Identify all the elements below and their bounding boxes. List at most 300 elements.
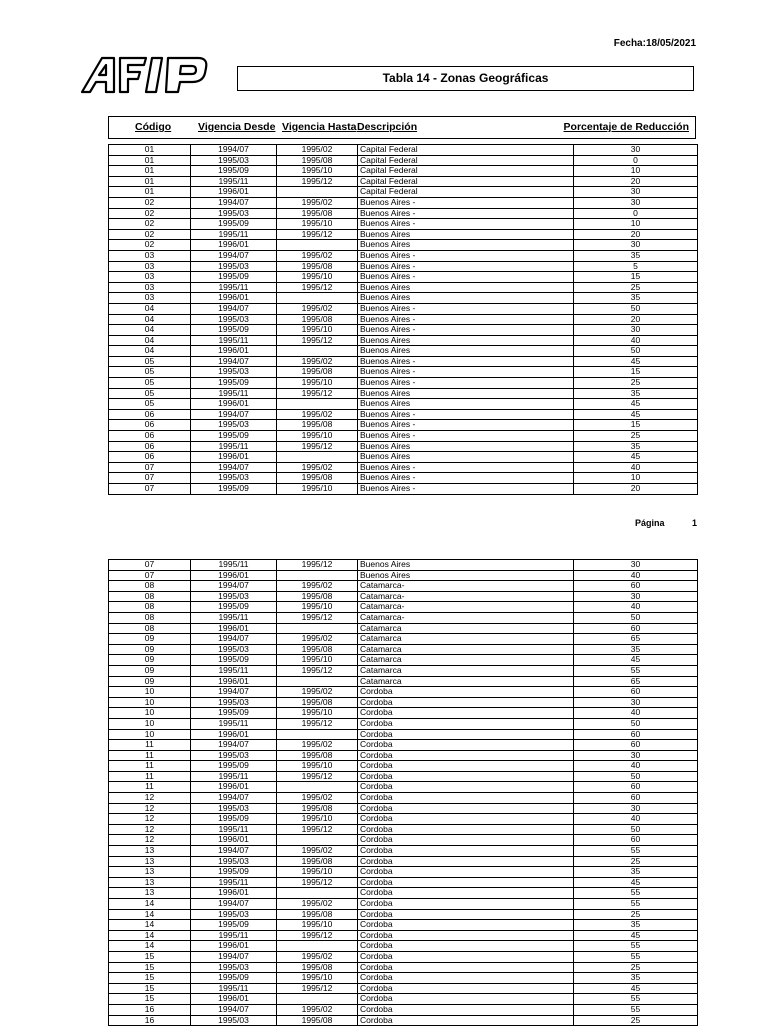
table-row xyxy=(109,973,698,984)
porcentaje-cell: 10 xyxy=(574,219,698,230)
vigencia-desde-cell: 1995/03 xyxy=(191,803,277,814)
column-header-porcentaje: Porcentaje de Reducción xyxy=(563,121,689,133)
descripcion-cell: Buenos Aires xyxy=(358,282,574,293)
table-row xyxy=(109,941,698,952)
codigo-cell: 05 xyxy=(109,399,191,410)
vigencia-hasta-cell: 1995/12 xyxy=(277,176,358,187)
descripcion-cell: Buenos Aires - xyxy=(358,208,574,219)
codigo-cell: 04 xyxy=(109,325,191,336)
table-row xyxy=(109,325,698,336)
vigencia-hasta-cell: 1995/10 xyxy=(277,814,358,825)
porcentaje-cell: 25 xyxy=(574,909,698,920)
table-row xyxy=(109,814,698,825)
vigencia-hasta-cell: 1995/12 xyxy=(277,824,358,835)
porcentaje-cell: 60 xyxy=(574,687,698,698)
codigo-cell: 03 xyxy=(109,282,191,293)
codigo-cell: 08 xyxy=(109,612,191,623)
codigo-cell: 14 xyxy=(109,930,191,941)
vigencia-desde-cell: 1994/07 xyxy=(191,687,277,698)
porcentaje-cell: 45 xyxy=(574,930,698,941)
vigencia-hasta-cell: 1995/02 xyxy=(277,793,358,804)
descripcion-cell: Cordoba xyxy=(358,846,574,857)
vigencia-desde-cell: 1995/03 xyxy=(191,314,277,325)
vigencia-hasta-cell: 1995/02 xyxy=(277,951,358,962)
vigencia-hasta-cell: 1995/12 xyxy=(277,282,358,293)
table-row xyxy=(109,570,698,581)
descripcion-cell: Cordoba xyxy=(358,761,574,772)
vigencia-desde-cell: 1995/11 xyxy=(191,930,277,941)
vigencia-desde-cell: 1994/07 xyxy=(191,356,277,367)
vigencia-hasta-cell xyxy=(277,623,358,634)
vigencia-hasta-cell xyxy=(277,570,358,581)
descripcion-cell: Cordoba xyxy=(358,962,574,973)
vigencia-hasta-cell: 1995/02 xyxy=(277,1004,358,1015)
table-row xyxy=(109,473,698,484)
porcentaje-cell: 55 xyxy=(574,665,698,676)
table-row xyxy=(109,951,698,962)
codigo-cell: 12 xyxy=(109,803,191,814)
table-row xyxy=(109,208,698,219)
codigo-cell: 03 xyxy=(109,293,191,304)
table-row xyxy=(109,909,698,920)
codigo-cell: 14 xyxy=(109,909,191,920)
vigencia-hasta-cell: 1995/02 xyxy=(277,356,358,367)
descripcion-cell: Buenos Aires xyxy=(358,570,574,581)
table-row xyxy=(109,888,698,899)
vigencia-hasta-cell: 1995/10 xyxy=(277,708,358,719)
vigencia-desde-cell: 1994/07 xyxy=(191,1004,277,1015)
descripcion-cell: Cordoba xyxy=(358,793,574,804)
descripcion-cell: Buenos Aires - xyxy=(358,420,574,431)
column-header-bar xyxy=(108,116,696,139)
vigencia-desde-cell: 1995/09 xyxy=(191,973,277,984)
vigencia-hasta-cell xyxy=(277,187,358,198)
vigencia-desde-cell: 1995/03 xyxy=(191,697,277,708)
porcentaje-cell: 20 xyxy=(574,176,698,187)
porcentaje-cell: 60 xyxy=(574,782,698,793)
descripcion-cell: Cordoba xyxy=(358,708,574,719)
descripcion-cell: Cordoba xyxy=(358,983,574,994)
table-row xyxy=(109,856,698,867)
descripcion-cell: Buenos Aires xyxy=(358,293,574,304)
vigencia-desde-cell: 1995/03 xyxy=(191,962,277,973)
vigencia-hasta-cell: 1995/08 xyxy=(277,261,358,272)
codigo-cell: 04 xyxy=(109,303,191,314)
vigencia-desde-cell: 1995/03 xyxy=(191,1015,277,1026)
vigencia-desde-cell: 1994/07 xyxy=(191,197,277,208)
codigo-cell: 04 xyxy=(109,314,191,325)
porcentaje-cell: 30 xyxy=(574,591,698,602)
vigencia-desde-cell: 1996/01 xyxy=(191,452,277,463)
table-row xyxy=(109,930,698,941)
descripcion-cell: Catamarca xyxy=(358,644,574,655)
table-row xyxy=(109,431,698,442)
table-row xyxy=(109,644,698,655)
descripcion-cell: Cordoba xyxy=(358,835,574,846)
codigo-cell: 15 xyxy=(109,962,191,973)
porcentaje-cell: 25 xyxy=(574,1015,698,1026)
descripcion-cell: Cordoba xyxy=(358,824,574,835)
vigencia-desde-cell: 1995/09 xyxy=(191,867,277,878)
vigencia-desde-cell: 1995/03 xyxy=(191,750,277,761)
vigencia-hasta-cell: 1995/02 xyxy=(277,740,358,751)
vigencia-hasta-cell: 1995/12 xyxy=(277,229,358,240)
vigencia-desde-cell: 1995/09 xyxy=(191,219,277,230)
porcentaje-cell: 45 xyxy=(574,983,698,994)
vigencia-hasta-cell xyxy=(277,399,358,410)
vigencia-desde-cell: 1995/11 xyxy=(191,824,277,835)
codigo-cell: 15 xyxy=(109,994,191,1005)
vigencia-hasta-cell: 1995/08 xyxy=(277,697,358,708)
vigencia-desde-cell: 1996/01 xyxy=(191,888,277,899)
porcentaje-cell: 50 xyxy=(574,824,698,835)
vigencia-desde-cell: 1995/03 xyxy=(191,155,277,166)
vigencia-desde-cell: 1994/07 xyxy=(191,581,277,592)
porcentaje-cell: 5 xyxy=(574,261,698,272)
porcentaje-cell: 40 xyxy=(574,708,698,719)
porcentaje-cell: 60 xyxy=(574,623,698,634)
porcentaje-cell: 65 xyxy=(574,634,698,645)
vigencia-desde-cell: 1996/01 xyxy=(191,676,277,687)
porcentaje-cell: 30 xyxy=(574,187,698,198)
vigencia-desde-cell: 1995/09 xyxy=(191,602,277,613)
vigencia-desde-cell: 1995/09 xyxy=(191,272,277,283)
porcentaje-cell: 30 xyxy=(574,240,698,251)
porcentaje-cell: 45 xyxy=(574,655,698,666)
table-row xyxy=(109,718,698,729)
table-row xyxy=(109,835,698,846)
table-row xyxy=(109,994,698,1005)
descripcion-cell: Catamarca- xyxy=(358,612,574,623)
porcentaje-cell: 55 xyxy=(574,994,698,1005)
codigo-cell: 13 xyxy=(109,846,191,857)
codigo-cell: 11 xyxy=(109,761,191,772)
page-number: 1 xyxy=(692,518,698,528)
descripcion-cell: Buenos Aires - xyxy=(358,462,574,473)
page-title: Tabla 14 - Zonas Geográficas xyxy=(237,66,694,91)
porcentaje-cell: 40 xyxy=(574,335,698,346)
codigo-cell: 09 xyxy=(109,676,191,687)
vigencia-desde-cell: 1995/03 xyxy=(191,856,277,867)
vigencia-desde-cell: 1995/11 xyxy=(191,612,277,623)
vigencia-hasta-cell xyxy=(277,994,358,1005)
vigencia-hasta-cell: 1995/12 xyxy=(277,612,358,623)
column-header-vigencia-hasta: Vigencia Hasta xyxy=(282,121,357,133)
vigencia-hasta-cell: 1995/08 xyxy=(277,367,358,378)
porcentaje-cell: 15 xyxy=(574,420,698,431)
porcentaje-cell: 35 xyxy=(574,644,698,655)
column-header-codigo: Código xyxy=(135,121,172,133)
vigencia-hasta-cell: 1995/02 xyxy=(277,409,358,420)
codigo-cell: 09 xyxy=(109,634,191,645)
codigo-cell: 10 xyxy=(109,708,191,719)
vigencia-hasta-cell: 1995/08 xyxy=(277,1015,358,1026)
codigo-cell: 05 xyxy=(109,378,191,389)
vigencia-hasta-cell: 1995/08 xyxy=(277,314,358,325)
vigencia-desde-cell: 1995/03 xyxy=(191,909,277,920)
descripcion-cell: Buenos Aires - xyxy=(358,272,574,283)
codigo-cell: 12 xyxy=(109,814,191,825)
vigencia-desde-cell: 1995/11 xyxy=(191,718,277,729)
porcentaje-cell: 55 xyxy=(574,951,698,962)
vigencia-hasta-cell: 1995/12 xyxy=(277,388,358,399)
table-row xyxy=(109,761,698,772)
descripcion-cell: Cordoba xyxy=(358,994,574,1005)
descripcion-cell: Catamarca xyxy=(358,665,574,676)
vigencia-desde-cell: 1994/07 xyxy=(191,303,277,314)
porcentaje-cell: 30 xyxy=(574,325,698,336)
descripcion-cell: Catamarca- xyxy=(358,591,574,602)
codigo-cell: 15 xyxy=(109,973,191,984)
porcentaje-cell: 25 xyxy=(574,282,698,293)
table-row xyxy=(109,697,698,708)
descripcion-cell: Buenos Aires xyxy=(358,335,574,346)
vigencia-hasta-cell: 1995/10 xyxy=(277,920,358,931)
descripcion-cell: Cordoba xyxy=(358,740,574,751)
table-row xyxy=(109,145,698,156)
descripcion-cell: Buenos Aires - xyxy=(358,431,574,442)
descripcion-cell: Buenos Aires xyxy=(358,388,574,399)
vigencia-desde-cell: 1995/11 xyxy=(191,282,277,293)
descripcion-cell: Buenos Aires - xyxy=(358,314,574,325)
codigo-cell: 03 xyxy=(109,261,191,272)
vigencia-hasta-cell: 1995/08 xyxy=(277,803,358,814)
table-row xyxy=(109,687,698,698)
vigencia-hasta-cell: 1995/02 xyxy=(277,634,358,645)
codigo-cell: 06 xyxy=(109,420,191,431)
vigencia-desde-cell: 1996/01 xyxy=(191,835,277,846)
porcentaje-cell: 60 xyxy=(574,740,698,751)
vigencia-hasta-cell: 1995/10 xyxy=(277,431,358,442)
table-row xyxy=(109,899,698,910)
vigencia-desde-cell: 1996/01 xyxy=(191,570,277,581)
porcentaje-cell: 60 xyxy=(574,729,698,740)
porcentaje-cell: 40 xyxy=(574,761,698,772)
table-row xyxy=(109,484,698,495)
vigencia-desde-cell: 1994/07 xyxy=(191,250,277,261)
table-row xyxy=(109,793,698,804)
table-row xyxy=(109,665,698,676)
codigo-cell: 13 xyxy=(109,867,191,878)
porcentaje-cell: 30 xyxy=(574,697,698,708)
vigencia-hasta-cell: 1995/08 xyxy=(277,155,358,166)
descripcion-cell: Catamarca xyxy=(358,676,574,687)
vigencia-desde-cell: 1996/01 xyxy=(191,623,277,634)
vigencia-desde-cell: 1995/11 xyxy=(191,983,277,994)
vigencia-hasta-cell: 1995/12 xyxy=(277,983,358,994)
descripcion-cell: Capital Federal xyxy=(358,145,574,156)
descripcion-cell: Buenos Aires - xyxy=(358,356,574,367)
table-row xyxy=(109,655,698,666)
vigencia-desde-cell: 1996/01 xyxy=(191,399,277,410)
vigencia-desde-cell: 1995/11 xyxy=(191,771,277,782)
codigo-cell: 13 xyxy=(109,888,191,899)
vigencia-desde-cell: 1995/03 xyxy=(191,591,277,602)
codigo-cell: 14 xyxy=(109,920,191,931)
descripcion-cell: Buenos Aires xyxy=(358,346,574,357)
codigo-cell: 11 xyxy=(109,740,191,751)
vigencia-hasta-cell: 1995/10 xyxy=(277,655,358,666)
print-date: Fecha:18/05/2021 xyxy=(613,38,696,49)
vigencia-desde-cell: 1995/03 xyxy=(191,208,277,219)
vigencia-hasta-cell: 1995/12 xyxy=(277,771,358,782)
porcentaje-cell: 30 xyxy=(574,560,698,571)
vigencia-desde-cell: 1995/11 xyxy=(191,665,277,676)
porcentaje-cell: 55 xyxy=(574,888,698,899)
descripcion-cell: Buenos Aires - xyxy=(358,197,574,208)
descripcion-cell: Cordoba xyxy=(358,920,574,931)
codigo-cell: 07 xyxy=(109,484,191,495)
codigo-cell: 13 xyxy=(109,856,191,867)
vigencia-desde-cell: 1994/07 xyxy=(191,846,277,857)
porcentaje-cell: 30 xyxy=(574,750,698,761)
table-row xyxy=(109,441,698,452)
descripcion-cell: Buenos Aires - xyxy=(358,219,574,230)
codigo-cell: 02 xyxy=(109,197,191,208)
descripcion-cell: Buenos Aires - xyxy=(358,250,574,261)
descripcion-cell: Buenos Aires - xyxy=(358,473,574,484)
table-row xyxy=(109,399,698,410)
descripcion-cell: Buenos Aires - xyxy=(358,484,574,495)
codigo-cell: 07 xyxy=(109,462,191,473)
vigencia-hasta-cell xyxy=(277,835,358,846)
descripcion-cell: Buenos Aires - xyxy=(358,378,574,389)
porcentaje-cell: 45 xyxy=(574,452,698,463)
descripcion-cell: Capital Federal xyxy=(358,187,574,198)
porcentaje-cell: 45 xyxy=(574,877,698,888)
porcentaje-cell: 65 xyxy=(574,676,698,687)
vigencia-desde-cell: 1995/11 xyxy=(191,335,277,346)
vigencia-desde-cell: 1994/07 xyxy=(191,462,277,473)
codigo-cell: 05 xyxy=(109,388,191,399)
vigencia-hasta-cell: 1995/02 xyxy=(277,581,358,592)
table-row xyxy=(109,462,698,473)
table-row xyxy=(109,1004,698,1015)
descripcion-cell: Catamarca xyxy=(358,634,574,645)
codigo-cell: 09 xyxy=(109,665,191,676)
descripcion-cell: Cordoba xyxy=(358,697,574,708)
vigencia-hasta-cell: 1995/10 xyxy=(277,602,358,613)
porcentaje-cell: 40 xyxy=(574,570,698,581)
descripcion-cell: Catamarca xyxy=(358,623,574,634)
codigo-cell: 07 xyxy=(109,473,191,484)
vigencia-desde-cell: 1995/03 xyxy=(191,261,277,272)
porcentaje-cell: 50 xyxy=(574,303,698,314)
codigo-cell: 10 xyxy=(109,718,191,729)
descripcion-cell: Buenos Aires xyxy=(358,452,574,463)
codigo-cell: 16 xyxy=(109,1004,191,1015)
porcentaje-cell: 15 xyxy=(574,367,698,378)
table-row xyxy=(109,452,698,463)
table-row xyxy=(109,229,698,240)
porcentaje-cell: 30 xyxy=(574,145,698,156)
descripcion-cell: Buenos Aires - xyxy=(358,409,574,420)
descripcion-cell: Cordoba xyxy=(358,782,574,793)
codigo-cell: 06 xyxy=(109,441,191,452)
vigencia-desde-cell: 1995/03 xyxy=(191,644,277,655)
table-row xyxy=(109,740,698,751)
codigo-cell: 03 xyxy=(109,272,191,283)
porcentaje-cell: 60 xyxy=(574,793,698,804)
porcentaje-cell: 30 xyxy=(574,197,698,208)
column-header-vigencia-desde: Vigencia Desde xyxy=(198,121,276,133)
descripcion-cell: Cordoba xyxy=(358,899,574,910)
vigencia-desde-cell: 1996/01 xyxy=(191,941,277,952)
vigencia-desde-cell: 1994/07 xyxy=(191,634,277,645)
vigencia-desde-cell: 1995/09 xyxy=(191,484,277,495)
descripcion-cell: Cordoba xyxy=(358,877,574,888)
table-row xyxy=(109,920,698,931)
descripcion-cell: Buenos Aires xyxy=(358,399,574,410)
table-row xyxy=(109,240,698,251)
porcentaje-cell: 35 xyxy=(574,441,698,452)
codigo-cell: 06 xyxy=(109,409,191,420)
descripcion-cell: Buenos Aires xyxy=(358,240,574,251)
table-row xyxy=(109,272,698,283)
descripcion-cell: Buenos Aires - xyxy=(358,261,574,272)
vigencia-hasta-cell: 1995/10 xyxy=(277,166,358,177)
porcentaje-cell: 35 xyxy=(574,867,698,878)
vigencia-hasta-cell xyxy=(277,452,358,463)
vigencia-hasta-cell: 1995/10 xyxy=(277,761,358,772)
porcentaje-cell: 25 xyxy=(574,431,698,442)
table-row xyxy=(109,962,698,973)
descripcion-cell: Cordoba xyxy=(358,930,574,941)
porcentaje-cell: 25 xyxy=(574,856,698,867)
codigo-cell: 09 xyxy=(109,655,191,666)
table-row xyxy=(109,293,698,304)
codigo-cell: 04 xyxy=(109,335,191,346)
descripcion-cell: Cordoba xyxy=(358,909,574,920)
codigo-cell: 07 xyxy=(109,560,191,571)
table-row xyxy=(109,634,698,645)
descripcion-cell: Cordoba xyxy=(358,973,574,984)
table-row xyxy=(109,155,698,166)
porcentaje-cell: 0 xyxy=(574,155,698,166)
descripcion-cell: Catamarca xyxy=(358,655,574,666)
vigencia-hasta-cell: 1995/10 xyxy=(277,867,358,878)
vigencia-hasta-cell xyxy=(277,888,358,899)
descripcion-cell: Capital Federal xyxy=(358,176,574,187)
codigo-cell: 02 xyxy=(109,219,191,230)
porcentaje-cell: 55 xyxy=(574,846,698,857)
column-header-descripcion: Descripción xyxy=(357,121,418,133)
table-row xyxy=(109,303,698,314)
table-row xyxy=(109,803,698,814)
codigo-cell: 01 xyxy=(109,187,191,198)
descripcion-cell: Capital Federal xyxy=(358,166,574,177)
descripcion-cell: Buenos Aires - xyxy=(358,303,574,314)
vigencia-desde-cell: 1995/11 xyxy=(191,388,277,399)
table-row xyxy=(109,867,698,878)
porcentaje-cell: 35 xyxy=(574,293,698,304)
porcentaje-cell: 40 xyxy=(574,814,698,825)
descripcion-cell: Cordoba xyxy=(358,888,574,899)
vigencia-desde-cell: 1994/07 xyxy=(191,793,277,804)
vigencia-hasta-cell: 1995/08 xyxy=(277,750,358,761)
vigencia-hasta-cell: 1995/10 xyxy=(277,219,358,230)
codigo-cell: 08 xyxy=(109,591,191,602)
descripcion-cell: Cordoba xyxy=(358,750,574,761)
porcentaje-cell: 50 xyxy=(574,346,698,357)
vigencia-hasta-cell: 1995/08 xyxy=(277,856,358,867)
porcentaje-cell: 45 xyxy=(574,356,698,367)
codigo-cell: 04 xyxy=(109,346,191,357)
descripcion-cell: Cordoba xyxy=(358,803,574,814)
vigencia-desde-cell: 1995/11 xyxy=(191,877,277,888)
vigencia-hasta-cell: 1995/08 xyxy=(277,962,358,973)
porcentaje-cell: 0 xyxy=(574,208,698,219)
